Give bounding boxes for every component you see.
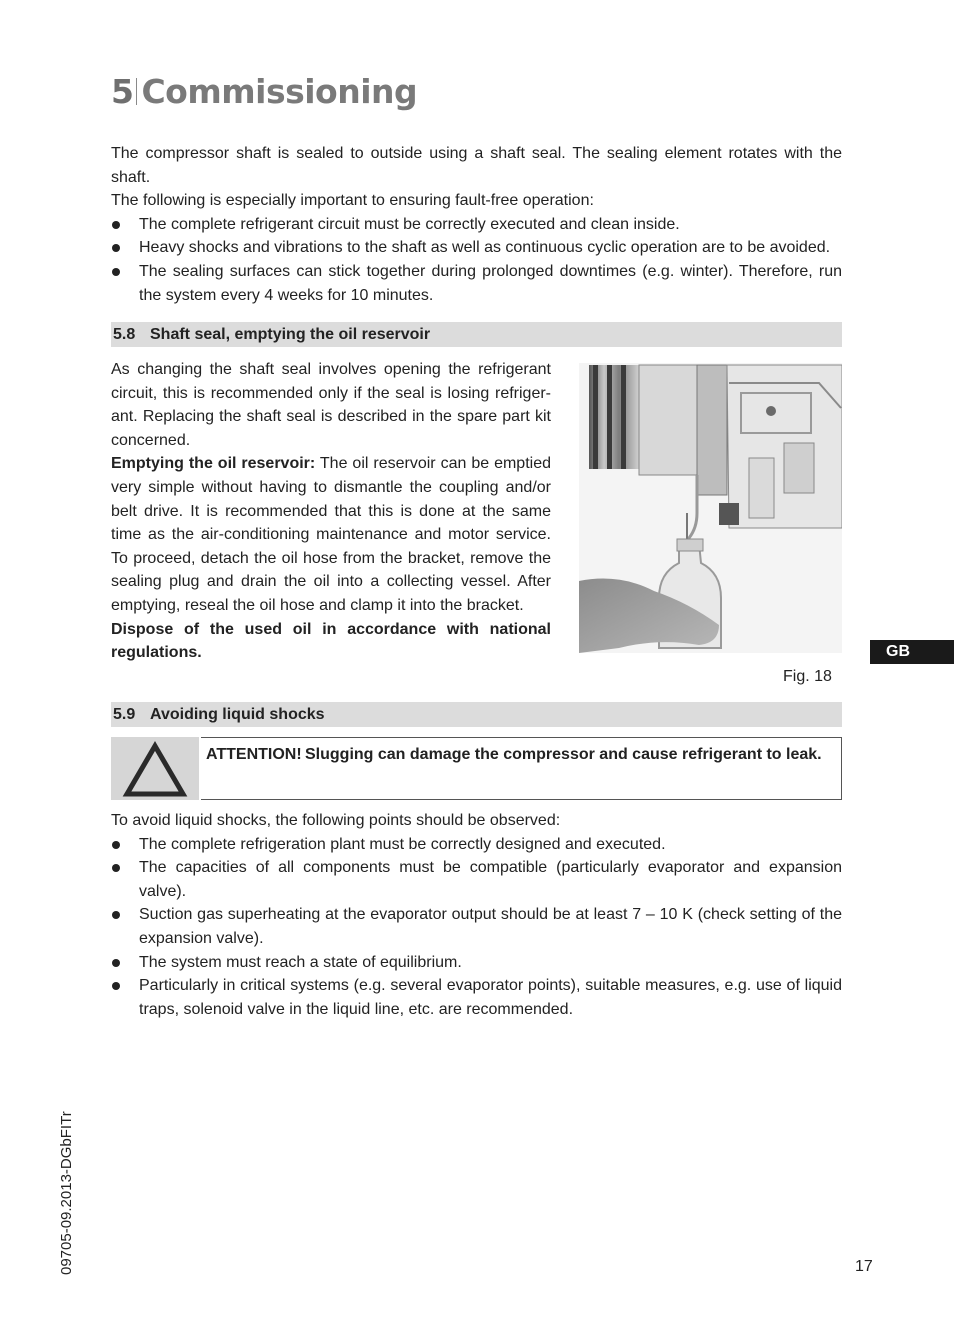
attention-icon-box xyxy=(111,737,199,800)
section-title: Shaft seal, emptying the oil reservoir xyxy=(150,326,431,343)
section-heading-5-9 xyxy=(111,702,842,727)
list-item: The sealing surfaces can stick together during prolonged downtimes (e.g. winter). Therefore, run the system every 4 weeks for 10 minutes. xyxy=(111,260,842,307)
page-number: 17 xyxy=(855,1258,873,1275)
attention-notice xyxy=(201,737,842,800)
attention-text: Slugging can damage the compressor and cause refrigerant to leak. xyxy=(305,746,822,763)
bold-warning-text: Dispose of the used oil in accordance with national regulations. xyxy=(111,620,551,662)
liquid-shock-bullet-list xyxy=(111,833,842,1022)
intro-section xyxy=(111,142,842,307)
section-number: 5.8 xyxy=(113,326,136,343)
warning-triangle-icon xyxy=(111,737,199,800)
section-heading-5-8 xyxy=(111,322,842,347)
list-item: Suction gas superheating at the evaporator output should be at least 7 – 10 K (check setting of the expansion valve). xyxy=(111,903,842,950)
intro-bullet-list xyxy=(111,213,842,307)
title-divider xyxy=(136,78,137,105)
list-item: The capacities of all components must be compatible (particularly evaporator and expansion valve). xyxy=(111,856,842,903)
section-title: Avoiding liquid shocks xyxy=(150,706,325,723)
list-item: The complete refrigerant circuit must be correctly executed and clean inside. xyxy=(111,213,842,237)
list-item: Particularly in critical systems (e.g. several evaporator points), suitable measures, e.g. use of liquid traps, solenoid valve in the liquid line, etc. are recommended. xyxy=(111,974,842,1021)
chapter-title: Commissioning xyxy=(141,72,418,111)
section-number: 5.9 xyxy=(113,706,136,723)
paragraph-dispose xyxy=(111,618,551,665)
section-5-9-body xyxy=(111,809,842,1021)
intro-paragraph-2: The following is especially important to ensuring fault-free operation: xyxy=(111,192,594,210)
paragraph-oil-reservoir xyxy=(111,452,551,617)
language-tab: GB xyxy=(870,640,954,664)
figure-caption: Fig. 18 xyxy=(783,668,832,685)
bold-lead: Emptying the oil reservoir: xyxy=(111,455,316,473)
list-item: The complete refrigeration plant must be correctly designed and executed. xyxy=(111,833,842,857)
list-item: The system must reach a state of equilibrium. xyxy=(111,951,842,975)
chapter-number: 5 xyxy=(111,72,134,111)
page-title xyxy=(111,72,417,112)
paragraph-shaft-seal: As changing the shaft seal involves opening the refrigerant circuit, this is recommended only if the seal is losing refriger-ant. Replacing the shaft seal is described in the spare part kit concerned. xyxy=(111,361,551,449)
paragraph-text: The oil reservoir can be emptied very simple without having to dismantle the coupling and/or belt drive. It is recommended that this is done at the same time as the air-conditioning maintenance and motor service. To proceed, detach the oil hose from the bracket, remove the sealing plug and drain the oil into a collecting vessel. After emptying, reseal the oil hose and clamp it into the bracket. xyxy=(111,455,551,614)
section-5-9-intro: To avoid liquid shocks, the following points should be observed: xyxy=(111,812,561,829)
document-code: 09705-09.2013-DGbFITr xyxy=(58,1111,75,1275)
figure-18-photo xyxy=(579,363,842,653)
attention-label: ATTENTION! xyxy=(206,746,302,763)
intro-paragraph-1: The compressor shaft is sealed to outside using a shaft seal. The sealing element rotates with the shaft. xyxy=(111,145,842,186)
compressor-drain-illustration xyxy=(579,363,842,653)
list-item: Heavy shocks and vibrations to the shaft as well as continuous cyclic operation are to be avoided. xyxy=(111,236,842,260)
section-5-8-body xyxy=(111,358,551,665)
